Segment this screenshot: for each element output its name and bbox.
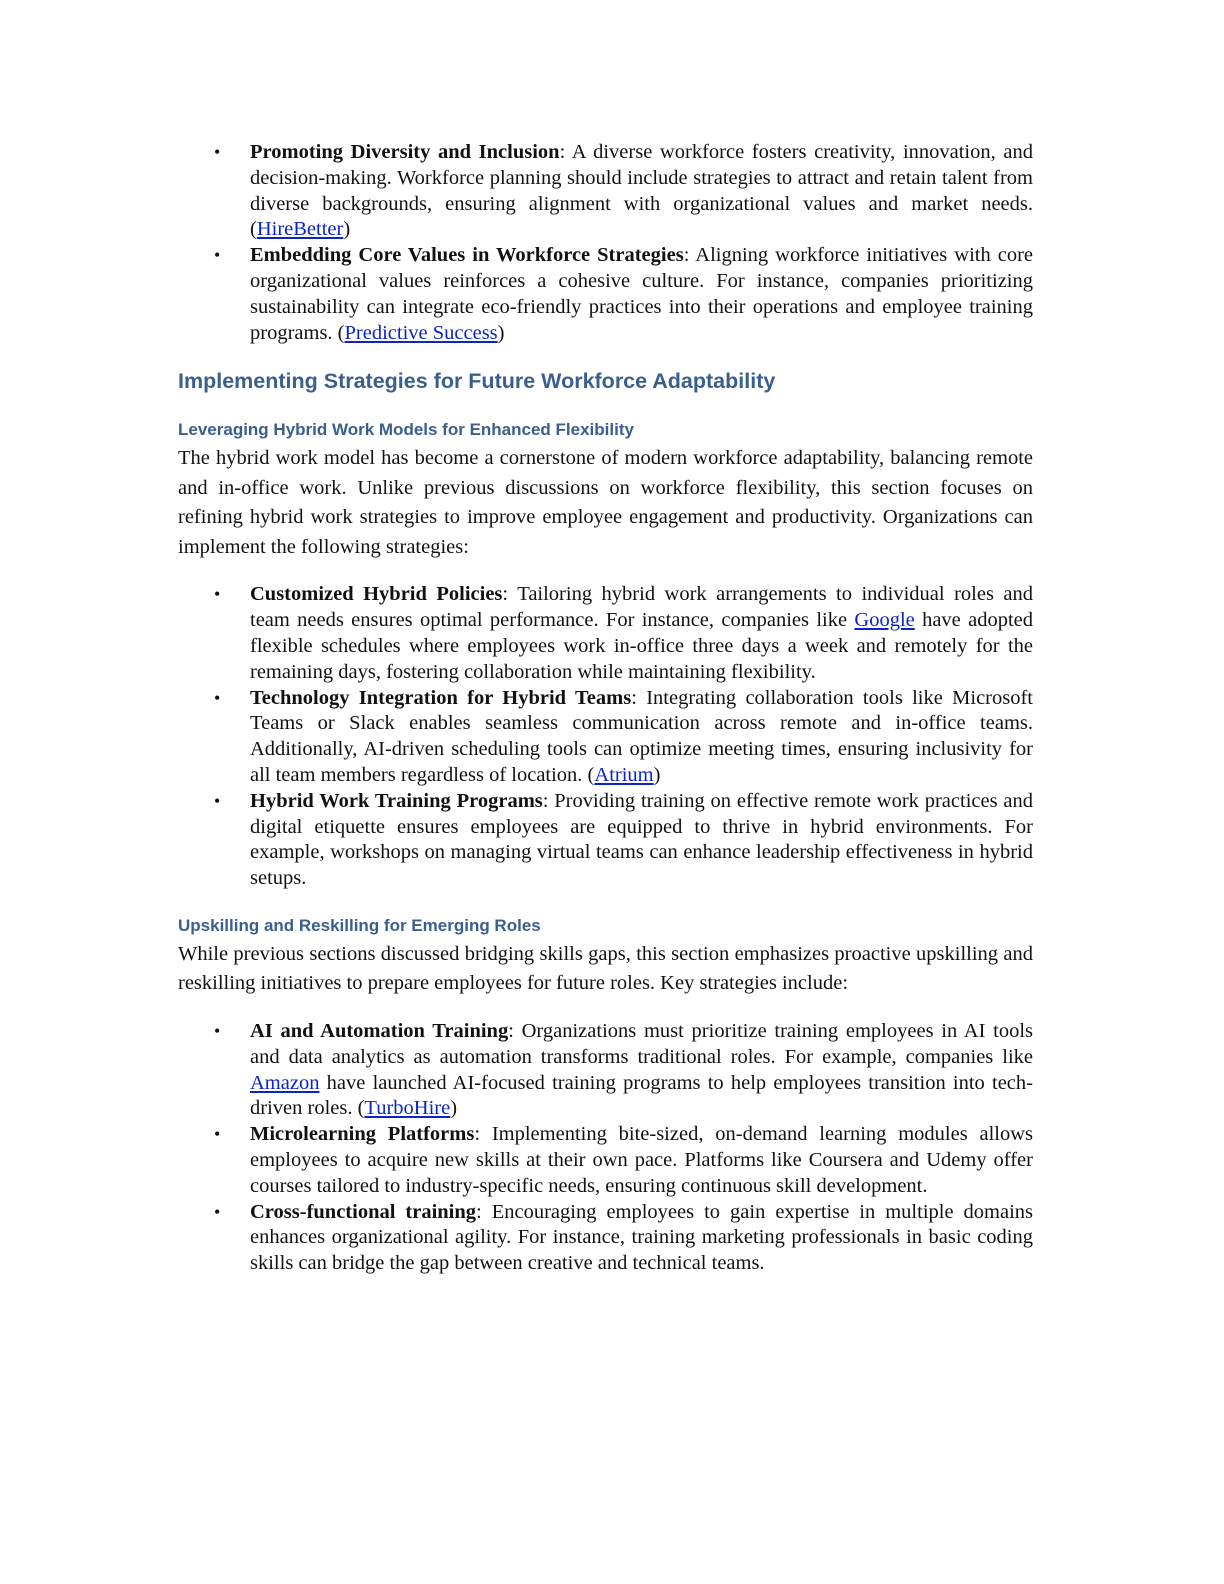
list-item [178,789,1033,892]
hirebetter-link[interactable]: HireBetter [256,218,344,241]
upskilling-bullet-list [178,1019,1033,1277]
bullet-icon: • [214,1020,221,1041]
item-text: have adopted flexible schedules where employees work in-office three days a week and remotely for the remaining days, fostering collaboration while maintaining flexibility. [250,609,1034,683]
turbohire-link[interactable]: TurboHire [364,1097,451,1120]
item-title: Customized Hybrid Policies [250,583,503,606]
bullet-icon: • [214,142,221,162]
item-text: have launched AI-focused training programs to help employees transition into tech-driven roles. ( [250,1071,1033,1120]
hybrid-subheading: Leveraging Hybrid Work Models for Enhanced Flexibility [178,420,634,440]
atrium-link[interactable]: Atrium [594,763,654,786]
list-item [178,1122,1033,1199]
predictive-success-link[interactable]: Predictive Success [344,321,498,344]
item-text: : Aligning workforce initiatives with core organizational values reinforces a cohesive culture. For instance, companies prioritizing sustainability can integrate eco-friendly practices into their operations and employee training programs. ( [250,244,1033,344]
item-title: AI and Automation Training [250,1019,509,1042]
upskilling-paragraph: While previous sections discussed bridging skills gaps, this section emphasizes proactive upskilling and reskilling initiatives to prepare employees for future roles. Key strategies include: [178,942,1033,995]
item-text: : Providing training on effective remote work practices and digital etiquette ensures employees are equipped to thrive in hybrid environments. For example, workshops on managing virtual teams can enhance leadership effectiveness in hybrid setups. [250,789,1033,890]
item-text: ) [497,321,505,344]
item-text: : Tailoring hybrid work arrangements to individual roles and team needs ensures optimal performance. For instance, companies like [250,583,1033,632]
upskilling-subheading: Upskilling and Reskilling for Emerging Roles [178,915,541,935]
amazon-link[interactable]: Amazon [250,1071,320,1094]
list-item [178,140,1033,243]
list-item [178,243,1033,346]
google-link[interactable]: Google [854,609,915,632]
item-title: Technology Integration for Hybrid Teams [250,686,632,709]
item-title: Cross-functional training [250,1200,477,1223]
document-page [178,140,1033,1277]
bullet-icon: • [214,1124,221,1145]
bullet-icon: • [214,790,221,811]
item-text: ) [653,763,661,786]
item-text: : A diverse workforce fosters creativity, innovation, and decision-making. Workforce planning should include strategies to attract and retain talent from diverse backgrounds, ensuring alignment with organizational values and market needs. ( [250,141,1033,241]
bullet-icon: • [214,584,221,605]
item-text: ) [450,1097,458,1120]
item-text: : Integrating collaboration tools like Microsoft Teams or Slack enables seamless communication across remote and in-office teams. Additionally, AI-driven scheduling tools can optimize meeting times, ensuring inclusivity for all team members regardless of location. ( [250,686,1033,786]
bullet-icon: • [214,687,221,708]
item-text: : Organizations must prioritize training employees in AI tools and data analytics as automation transforms traditional roles. For example, companies like [250,1019,1034,1068]
item-title: Promoting Diversity and Inclusion [250,141,560,163]
bullet-icon: • [214,1201,221,1222]
item-text: : Encouraging employees to gain expertise in multiple domains enhances organizational agility. For instance, training marketing professionals in basic coding skills can bridge the gap between creative and technical teams. [250,1200,1034,1275]
intro-bullet-list [178,140,1033,346]
item-title: Embedding Core Values in Workforce Strategies [250,244,684,267]
item-text: : Implementing bite-sized, on-demand learning modules allows employees to acquire new skills at their own pace. Platforms like Coursera and Udemy offer courses tailored to industry-specific needs, ensuring continuous skill development. [250,1123,1033,1197]
list-item [178,1200,1033,1277]
bullet-icon: • [214,245,221,266]
list-item [178,582,1033,685]
list-item [178,686,1033,789]
item-title: Hybrid Work Training Programs [250,789,543,812]
item-text: ) [343,218,351,241]
item-title: Microlearning Platforms [250,1123,475,1146]
list-item [178,1019,1033,1122]
section-heading: Implementing Strategies for Future Workforce Adaptability [178,369,776,394]
hybrid-bullet-list [178,582,1033,892]
hybrid-paragraph: The hybrid work model has become a cornerstone of modern workforce adaptability, balancing remote and in-office work. Unlike previous discussions on workforce flexibility, this section focuses on refining hybrid work strategies to improve employee engagement and productivity. Organizations can implement the following strategies: [178,447,1033,558]
